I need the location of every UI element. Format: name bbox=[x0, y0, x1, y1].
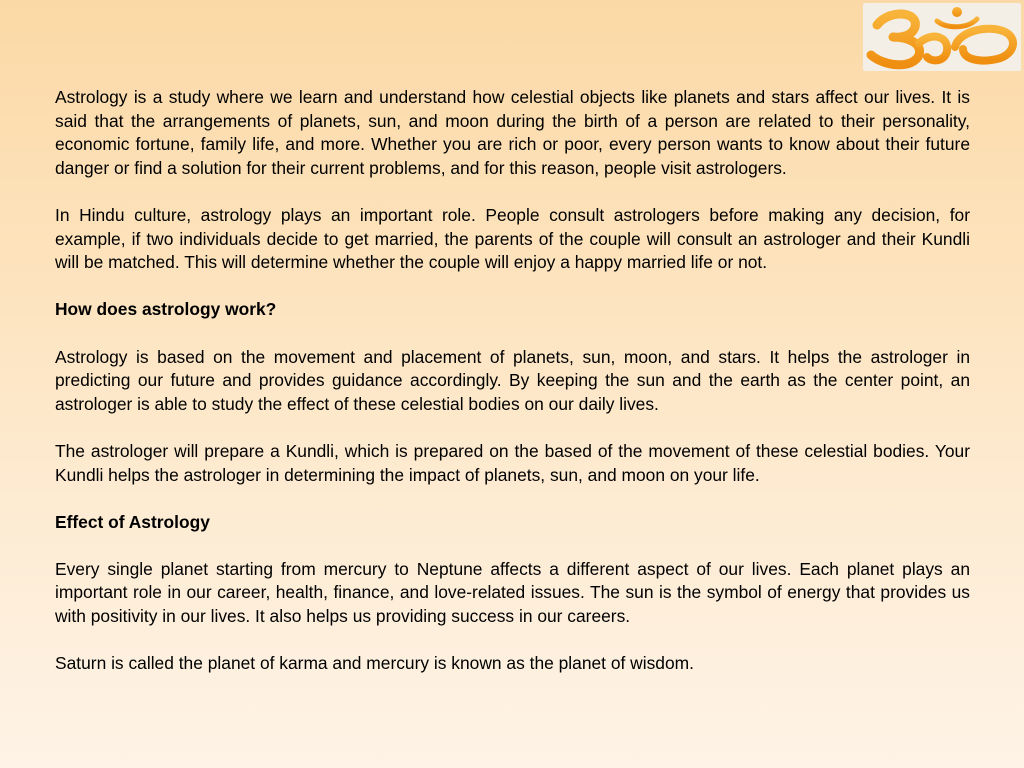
article-body bbox=[55, 86, 970, 676]
planets-effect-paragraph: Every single planet starting from mercury to Neptune affects a different aspect of our lives. Each planet plays an important role in our career, health, finance, and love-related issues. The sun is the symbol of energy that provides us with positivity in our lives. It also helps us providing success in our careers. bbox=[55, 558, 970, 627]
section-heading-how-astrology-works: How does astrology work? bbox=[55, 299, 277, 320]
om-symbol-icon bbox=[863, 3, 1021, 71]
kundli-paragraph: The astrologer will prepare a Kundli, which is prepared on the based of the movement of these celestial bodies. Your Kundli helps the astrologer in determining the impact of planets, sun, and moon on your life. bbox=[55, 440, 970, 485]
astrology-basis-paragraph: Astrology is based on the movement and placement of planets, sun, moon, and stars. It helps the astrologer in predicting our future and provides guidance accordingly. By keeping the sun and the earth as the center point, an astrologer is able to study the effect of these celestial bodies on our daily lives. bbox=[55, 346, 970, 414]
hindu-culture-paragraph: In Hindu culture, astrology plays an important role. People consult astrologers before making any decision, for example, if two individuals decide to get married, the parents of the couple will consult an astrologer and their Kundli will be matched. This will determine whether the couple will enjoy a happy married life or not. bbox=[55, 204, 970, 273]
om-logo bbox=[863, 3, 1021, 71]
section-heading-effect-of-astrology: Effect of Astrology bbox=[55, 511, 210, 532]
saturn-mercury-paragraph: Saturn is called the planet of karma and mercury is known as the planet of wisdom. bbox=[55, 653, 694, 674]
intro-paragraph: Astrology is a study where we learn and understand how celestial objects like planets and stars affect our lives. It is said that the arrangements of planets, sun, and moon during the birth of a person are related to their personality, economic fortune, family life, and more. Whether you are rich or poor, every person wants to know about their future danger or find a solution for their current problems, and for this reason, people visit astrologers. bbox=[55, 87, 970, 178]
